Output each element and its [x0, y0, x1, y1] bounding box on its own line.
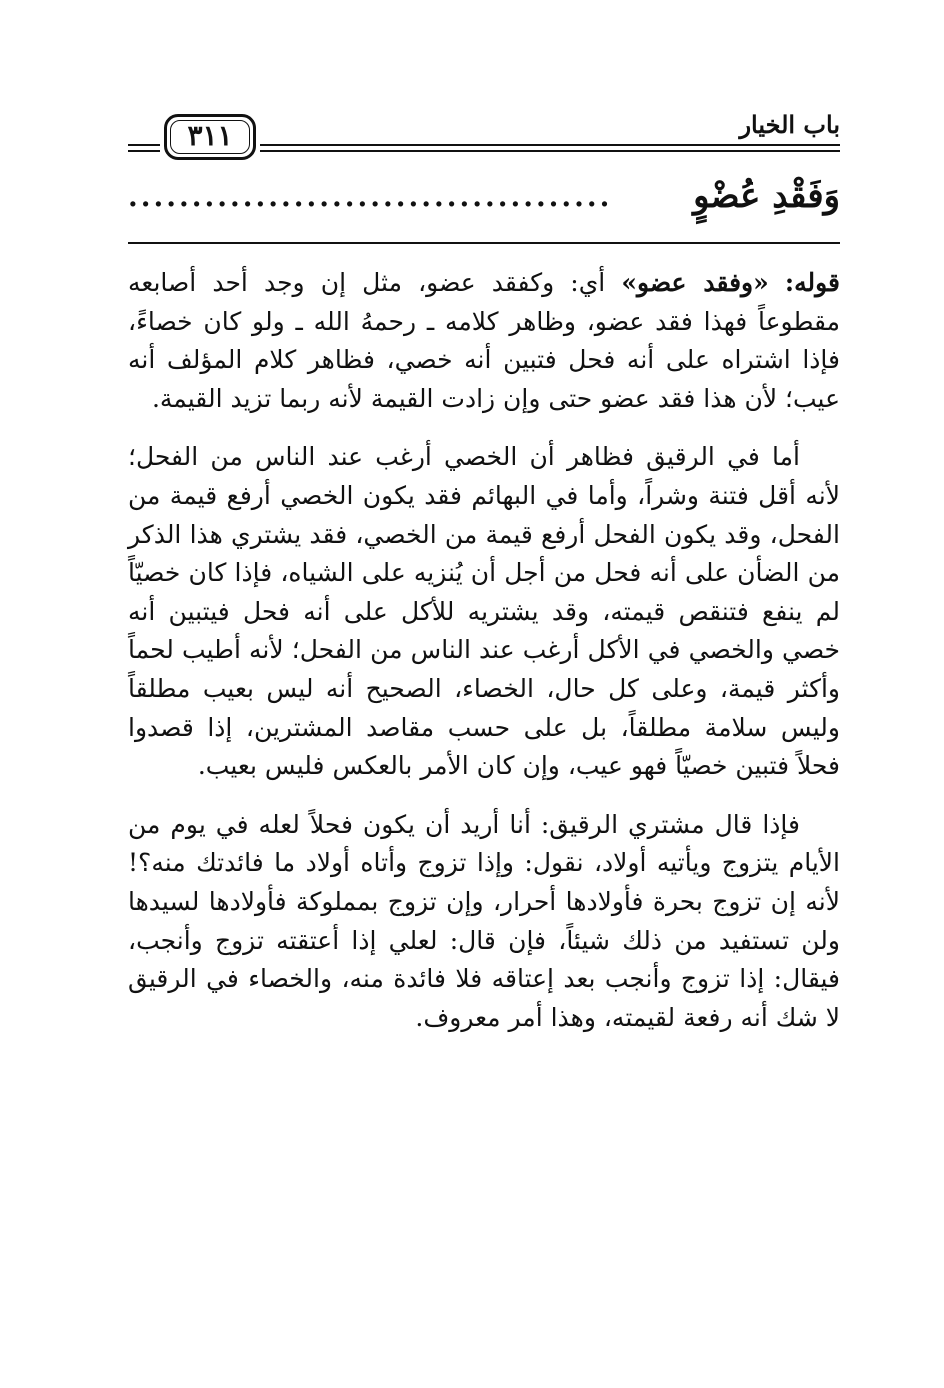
lead-label: قوله:: [784, 268, 840, 297]
matn-text: وَفَقْدِ عُضْوٍ: [693, 176, 840, 216]
header-rule-left-top: [128, 144, 160, 146]
page-number: ٣١١: [164, 114, 256, 160]
commentary-body: [128, 264, 840, 1057]
matn-line: [128, 176, 840, 226]
header-rule-left-bottom: [128, 150, 160, 152]
header-rule-right-top: [260, 144, 840, 146]
chapter-title: باب الخيار: [739, 110, 840, 139]
header-rule-right-bottom: [260, 150, 840, 152]
paragraph-1: [128, 264, 840, 418]
paragraph-1-text: أي: وكفقد عضو، مثل إن وجد أحد أصابعه مقطوعاً فهذا فقد عضو، وظاهر كلامه ـ رحمهُ الله ـ ولو كان خصاءً، فإذا اشتراه على أنه فحل فتبين أنه خصي، فظاهر كلام المؤلف أنه عيب؛ لأن هذا فقد عضو حتى وإن زادت القيمة لأنه ربما تزيد القيمة.: [128, 268, 840, 413]
paragraph-3: فإذا قال مشتري الرقيق: أنا أريد أن يكون فحلاً لعله في يوم من الأيام يتزوج ويأتيه أولاد، نقول: وإذا تزوج وأتاه أولاد ما فائدتك منه؟! لأنه إن تزوج بحرة فأولادها أحرار، وإن تزوج بمملوكة فأولادها لسيدها ولن تستفيد من ذلك شيئاً، فإن قال: لعلي إذا أعتقته تزوج وأنجب، فيقال: إذا تزوج وأنجب بعد إعتاقه فلا فائدة منه، والخصاء في الرقيق لا شك أنه رفعة لقيمته، وهذا أمر معروف.: [128, 809, 840, 1032]
matn-dots: ......................................: [128, 180, 613, 213]
matn-separator: [128, 242, 840, 244]
lead-quote: «وفقد عضو»: [621, 268, 769, 297]
page-header: [128, 108, 840, 168]
paragraph-2: أما في الرقيق فظاهر أن الخصي أرغب عند الناس من الفحل؛ لأنه أقل فتنة وشراً، وأما في البهائم فقد يكون الخصي أرفع قيمة من الفحل، وقد يكون الفحل أرفع قيمة من الخصي، فقد يشتري هذا الذكر من الضأن على أنه فحل من أجل أن يُنزيه على الشياه، فإذا كان خصيّاً لم ينفع فتنقص قيمته، وقد يشتريه للأكل على أنه فحل فيتبين أنه خصي والخصي في الأكل أرغب عند الناس من الفحل؛ لأنه أطيب لحماً وأكثر قيمة، وعلى كل حال، الخصاء، الصحيح أنه ليس بعيب مطلقاً وليس سلامة مطلقاً، بل على حسب مقاصد المشترين، إذا قصدوا فحلاً فتبين خصيّاً فهو عيب، وإن كان الأمر بالعكس فليس بعيب.: [128, 442, 840, 781]
